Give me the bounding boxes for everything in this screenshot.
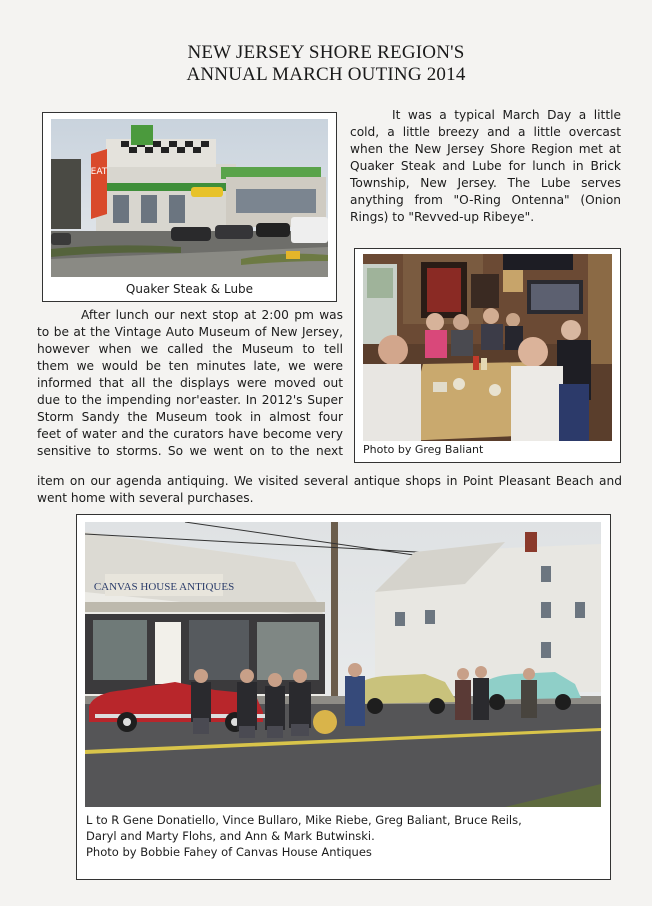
body-line: sensitive to storms. So we went on to the next [37,444,343,458]
group-caption-line: L to R Gene Donatiello, Vince Bullaro, Mike Riebe, Greg Baliant, Bruce Reils, [86,813,522,827]
lunch-photo [363,254,612,441]
body-line: due to the impending nor'easter. In 2012's Super [37,393,343,407]
title-line-1: NEW JERSEY SHORE REGION'S [187,42,465,63]
body-line: informed that all the displays were moved out [37,376,343,390]
body-full-line: went home with several purchases. [37,491,254,505]
body-line: feet of water and the curators have become very [37,427,343,441]
intro-paragraph [350,107,621,226]
intro-line: when the New Jersey Shore Region met at [350,142,621,156]
title-line-2: ANNUAL MARCH OUTING 2014 [186,64,466,85]
group-photo-frame [76,514,611,880]
group-photo-image [85,522,601,807]
group-caption-line: Photo by Bobbie Fahey of Canvas House Antiques [86,845,372,859]
intro-line: cold, a little breezy and a little overcast [350,125,621,139]
body-paragraph-continued [37,473,622,507]
canvas-house-sign-text: CANVAS HOUSE ANTIQUES [93,581,235,593]
group-photo-caption [86,812,522,860]
intro-line: It was a typical March Day a little [392,108,621,122]
body-line: them we would be ten minutes late, we were [37,359,343,373]
intro-line: anything from "O-Ring Ontenna" (Onion [350,193,621,207]
intro-line: Quaker Steak and Lube for lunch in Brick [350,159,621,173]
body-paragraph [37,307,343,460]
lunch-photo-frame [354,248,621,463]
lunch-photo-image [363,254,612,441]
intro-line: Rings) to "Revved-up Ribeye". [350,210,535,224]
restaurant-photo-caption: Quaker Steak & Lube [125,282,254,296]
body-line: After lunch our next stop at 2:00 pm was [81,308,343,322]
body-line: to be at the Vintage Auto Museum of New Jersey, [37,325,343,339]
intro-line: Township, New Jersey. The Lube serves [350,176,621,190]
group-photo [85,522,601,807]
restaurant-photo-frame [42,112,337,302]
body-full-line: item on our agenda antiquing. We visited several antique shops in Point Pleasant Beach and [37,474,622,488]
article-title [0,42,652,86]
eat-sign-text: EAT [90,167,108,177]
restaurant-photo-image [51,119,328,277]
restaurant-photo [51,119,328,277]
group-caption-line: Daryl and Marty Flohs, and Ann & Mark Butwinski. [86,829,375,843]
body-line: Storm Sandy the Museum took in almost four [37,410,343,424]
lunch-photo-caption: Photo by Greg Baliant [363,443,484,456]
body-line: however when we called the Museum to tell [37,342,343,356]
